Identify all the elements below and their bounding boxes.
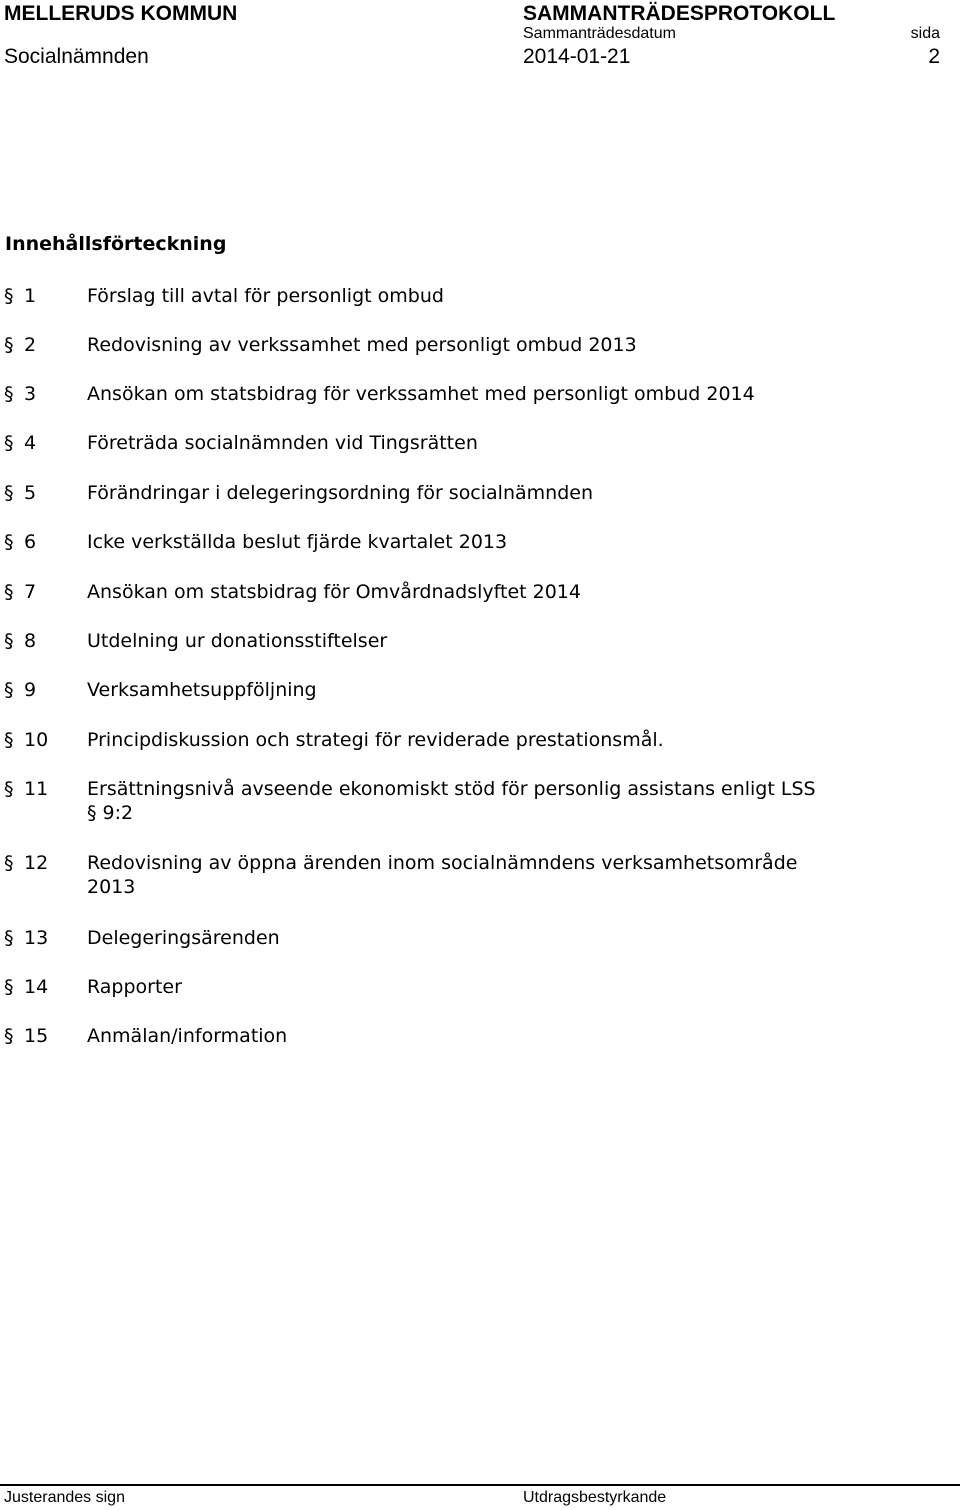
toc-item-number: 2 [24,334,37,356]
footer-signature-label: Justerandes sign [4,1489,125,1506]
toc-item-text: Utdelning ur donationsstiftelser [87,630,388,652]
toc-item-text-line: Ersättningsnivå avseende ekonomiskt stöd för personlig assistans enligt LSS [87,778,816,800]
toc-item-number: 14 [24,976,49,998]
section-symbol: § [4,531,14,553]
toc-item-number: 15 [24,1025,49,1047]
toc-item-number: 3 [24,383,37,405]
section-symbol: § [4,334,14,356]
toc-item-text: Företräda socialnämnden vid Tingsrätten [87,432,478,454]
section-symbol: § [4,778,14,800]
toc-item-number: 11 [24,778,49,800]
page-number: 2 [928,45,940,68]
section-symbol: § [4,581,14,603]
toc-item-text: Förslag till avtal för personligt ombud [87,285,444,307]
toc-item-text: Ansökan om statsbidrag för Omvårdnadslyftet 2014 [87,581,581,603]
section-symbol: § [4,482,14,504]
toc-item-number: 5 [24,482,37,504]
page-label: sida [910,25,940,42]
toc-item-text [87,777,887,825]
section-symbol: § [4,1025,14,1047]
toc-item-number: 7 [24,581,37,603]
section-symbol: § [4,630,14,652]
municipality-name: MELLERUDS KOMMUN [4,2,238,25]
section-symbol: § [4,679,14,701]
section-symbol: § [4,729,14,751]
toc-item-number: 6 [24,531,37,553]
toc-item-number: 10 [24,729,49,751]
footer-divider [0,1484,960,1486]
toc-item-text: Förändringar i delegeringsordning för socialnämnden [87,482,593,504]
section-symbol: § [4,927,14,949]
toc-item-number: 1 [24,285,37,307]
section-symbol: § [4,383,14,405]
toc-item-text-continuation: § 9:2 [87,802,134,824]
section-symbol: § [4,976,14,998]
toc-item-text: Icke verkställda beslut fjärde kvartalet 2013 [87,531,508,553]
toc-item-text: Principdiskussion och strategi för reviderade prestationsmål. [87,729,664,751]
document-type: SAMMANTRÄDESPROTOKOLL [523,2,836,25]
footer-certification-label: Utdragsbestyrkande [523,1489,667,1506]
toc-item-text: Anmälan/information [87,1025,288,1047]
toc-item-number: 12 [24,852,49,874]
section-symbol: § [4,285,14,307]
toc-item-text-line: Redovisning av öppna ärenden inom socialnämndens verksamhetsområde [87,852,798,874]
toc-title: Innehållsförteckning [5,233,227,255]
section-symbol: § [4,432,14,454]
toc-item-number: 9 [24,679,37,701]
committee-name: Socialnämnden [4,45,149,68]
toc-item-text: Ansökan om statsbidrag för verkssamhet med personligt ombud 2014 [87,383,755,405]
toc-item-text: Rapporter [87,976,182,998]
toc-item-text [87,851,887,899]
toc-item-text: Verksamhetsuppföljning [87,679,317,701]
toc-item-number: 8 [24,630,37,652]
section-symbol: § [4,852,14,874]
toc-item-text-continuation: 2013 [87,876,136,898]
toc-item-number: 13 [24,927,49,949]
toc-item-number: 4 [24,432,37,454]
date-label: Sammanträdesdatum [523,25,676,42]
meeting-date: 2014-01-21 [523,45,631,68]
toc-item-text: Delegeringsärenden [87,927,280,949]
toc-item-text: Redovisning av verkssamhet med personligt ombud 2013 [87,334,637,356]
